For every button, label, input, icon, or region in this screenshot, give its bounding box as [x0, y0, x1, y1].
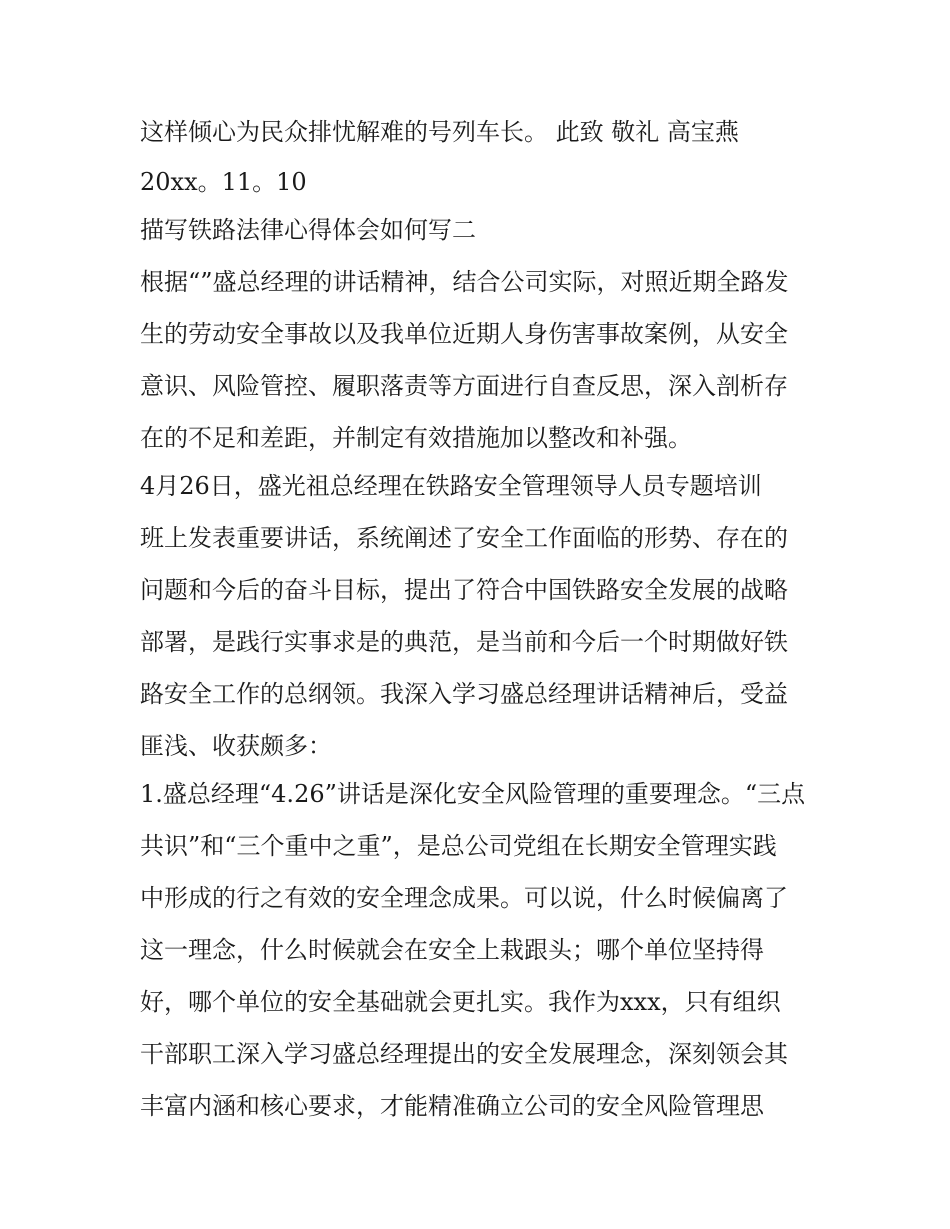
date-line: 20xx。11。10 [140, 168, 307, 196]
text-line: 意识、风险管控、履职落责等方面进行自查反思，深入剖析存 [140, 372, 788, 400]
text-line: 班上发表重要讲话，系统阐述了安全工作面临的形势、存在的 [140, 524, 788, 552]
text-line: 4月26日，盛光祖总经理在铁路安全管理领导人员专题培训 [140, 472, 762, 500]
text-line: 在的不足和差距，并制定有效措施加以整改和补强。 [140, 424, 692, 452]
text-line: 1.盛总经理“4.26”讲话是深化安全风险管理的重要理念。“三点 [140, 780, 806, 808]
text-line: 根据“”盛总经理的讲话精神，结合公司实际，对照近期全路发 [140, 268, 789, 296]
text-line: 路安全工作的总纲领。我深入学习盛总经理讲话精神后，受益 [140, 680, 788, 708]
text-line: 好，哪个单位的安全基础就会更扎实。我作为xxx，只有组织 [140, 988, 781, 1016]
text-line: 丰富内涵和核心要求，才能精准确立公司的安全风险管理思 [140, 1092, 764, 1120]
text-line: 干部职工深入学习盛总经理提出的安全发展理念，深刻领会其 [140, 1040, 788, 1068]
text-line: 这样倾心为民众排忧解难的号列车长。 此致 敬礼 高宝燕 [140, 118, 739, 146]
text-line: 匪浅、收获颇多： [140, 732, 332, 760]
text-line: 这一理念，什么时候就会在安全上栽跟头；哪个单位坚持得 [140, 936, 764, 964]
text-line: 问题和今后的奋斗目标，提出了符合中国铁路安全发展的战略 [140, 576, 788, 604]
text-line: 共识”和“三个重中之重”，是总公司党组在长期安全管理实践 [140, 832, 777, 860]
text-line: 中形成的行之有效的安全理念成果。可以说，什么时候偏离了 [140, 884, 788, 912]
text-line: 部署，是践行实事求是的典范，是当前和今后一个时期做好铁 [140, 628, 788, 656]
section-heading: 描写铁路法律心得体会如何写二 [140, 216, 476, 244]
text-line: 生的劳动安全事故以及我单位近期人身伤害事故案例，从安全 [140, 320, 788, 348]
